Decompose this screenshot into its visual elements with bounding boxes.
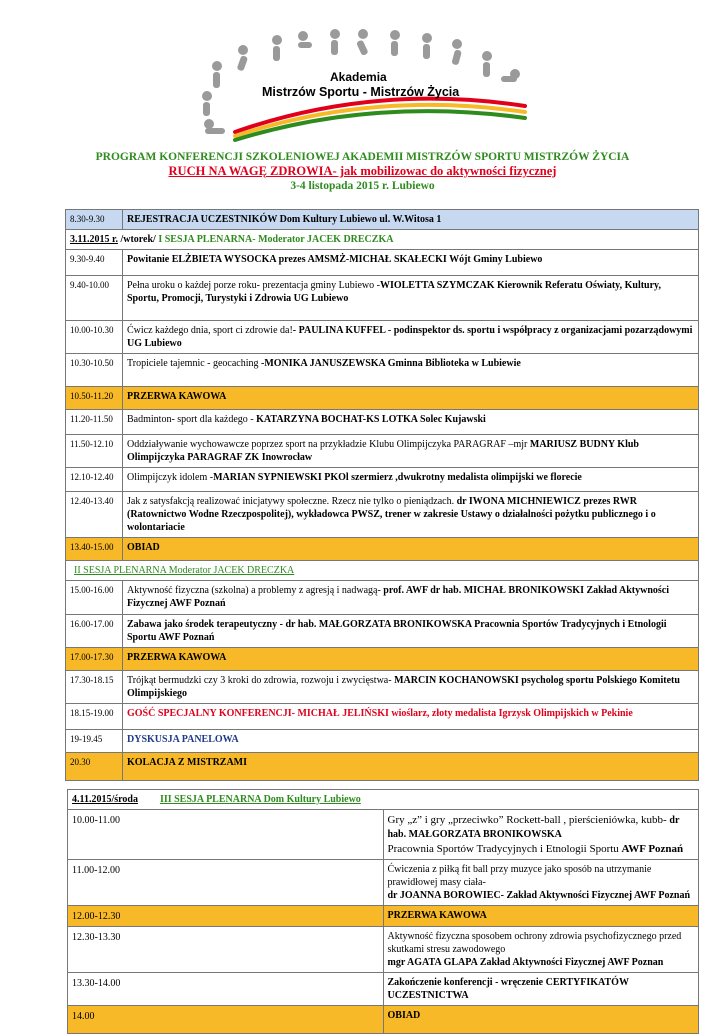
row-time: 12.40-13.40 (66, 492, 123, 538)
session-header-row (66, 561, 699, 581)
speaker: dr hab. MAŁGORZATA BRONIKOWSKA Pracownia Sportów Tradycyjnych i Etnologii Sportu AWF Poznań (127, 619, 667, 643)
row-content: REJESTRACJA UCZESTNIKÓW Dom Kultury Lubiewo ul. W.Witosa 1 (123, 210, 699, 230)
table-row (66, 410, 699, 435)
table-row (66, 671, 699, 704)
row-content: GOŚĆ SPECJALNY KONFERENCJI- MICHAŁ JELIŃSKI wioślarz, złoty medalista Igrzysk Olimpijskich w Pekinie (123, 704, 699, 730)
row-time: 13.40-15.00 (66, 538, 123, 561)
schedule-day2-table (67, 789, 699, 1034)
session-header-row (66, 230, 699, 250)
row-time: 16.00-17.00 (66, 615, 123, 648)
row-content: PRZERWA KAWOWA (383, 905, 699, 926)
row-time: 9.40-10.00 (66, 276, 123, 321)
row-content: PRZERWA KAWOWA (123, 648, 699, 671)
row-time: 15.00-16.00 (66, 581, 123, 615)
logo-text-line2: Mistrzów Sportu - Mistrzów Życia (262, 85, 460, 99)
speaker: WIOLETTA SZYMCZAK Kierownik Referatu Oświaty, Kultury, Sportu, Promocji, Turystyki i Zdrowia UG Lubiewo (127, 280, 662, 304)
row-time: 12.00-12.30 (68, 905, 384, 926)
talk-title: Jak z satysfakcją realizować inicjatywy społeczne. Rzecz nie tylko o pieniądzach. (127, 496, 457, 507)
speaker: prof. AWF dr hab. MICHAŁ BRONIKOWSKI Zakład Aktywności Fizycznej AWF Poznań (127, 585, 670, 609)
table-row (66, 704, 699, 730)
schedule-day1-table (65, 209, 699, 781)
table-row (66, 468, 699, 492)
row-time: 10.00-11.00 (68, 810, 384, 860)
table-row (68, 905, 699, 926)
row-time: 8.30-9.30 (66, 210, 123, 230)
table-row (66, 615, 699, 648)
talk-title: Aktywność fizyczna (szkolna) a problemy z agresją i nadwagą- (127, 585, 384, 596)
speaker: MARCIN KOCHANOWSKI psycholog sportu Polskiego Komitetu Olimpijskiego (127, 675, 680, 699)
row-time: 13.30-14.00 (68, 972, 384, 1005)
row-time: 18.15-19.00 (66, 704, 123, 730)
speaker: dr JOANNA BOROWIEC- Zakład Aktywności Fizycznej AWF Poznań (387, 889, 691, 901)
table-row (66, 250, 699, 276)
table-row (68, 1005, 699, 1033)
page-title: PROGRAM KONFERENCJI SZKOLENIOWEJ AKADEMII MISTRZÓW SPORTU MISTRZÓW ŻYCIA (95, 151, 630, 163)
speaker: KATARZYNA BOCHAT-KS LOTKA Solec Kujawski (256, 414, 486, 425)
speaker: dr IWONA MICHNIEWICZ prezes RWR (Ratownictwo Wodne Rzeczpospolitej), wykładowca PWSZ, trener w zakresie Ustawy o działalności pożytku publicznego i o wolontariacie (127, 496, 656, 533)
table-row (66, 648, 699, 671)
session-date: 3.11.2015 r. (70, 234, 118, 245)
row-content: DYSKUSJA PANELOWA (123, 730, 699, 753)
session-title: I SESJA PLENARNA- Moderator JACEK DRECZKA (158, 234, 394, 245)
row-content: KOLACJA Z MISTRZAMI (123, 753, 699, 781)
conference-dates: 3-4 listopada 2015 r. Lubiewo (290, 180, 435, 192)
talk-title: Zabawa jako środek terapeutyczny - (127, 619, 286, 630)
table-row (66, 581, 699, 615)
speaker: MARIUSZ BUDNY Klub Olimpijczyka PARAGRAF ZK Inowrocław (127, 439, 639, 463)
page-subtitle: RUCH NA WAGĘ ZDROWIA- jak mobilizowac do aktywności fizycznej (168, 164, 557, 178)
table-row (66, 538, 699, 561)
table-row (66, 753, 699, 781)
speaker: - PAULINA KUFFEL - podinspektor ds. sportu i współpracy z organizacjami pozarządowymi UG Lubiewo (127, 325, 693, 349)
table-row (66, 492, 699, 538)
session-date: 4.11.2015/środa (72, 794, 138, 805)
row-time: 11.50-12.10 (66, 435, 123, 468)
row-time: 17.00-17.30 (66, 648, 123, 671)
row-content: Powitanie ELŻBIETA WYSOCKA prezes AMSMŻ-MICHAŁ SKAŁECKI Wójt Gminy Lubiewo (123, 250, 699, 276)
talk-title: Ćwicz każdego dnia, sport ci zdrowie da! (127, 325, 293, 336)
row-content: Zakończenie konferencji - wręczenie CERTYFIKATÓW UCZESTNICTWA (383, 972, 699, 1005)
row-time: 10.50-11.20 (66, 387, 123, 410)
table-row (66, 387, 699, 410)
talk-title: Gry „z” i gry „przeciwko” Rockett-ball , pierścieniówka, kubb- (387, 814, 670, 826)
table-row (66, 321, 699, 354)
row-content: OBIAD (123, 538, 699, 561)
talk-title: Aktywność fizyczna sposobem ochrony zdrowia psychofizycznego przed skutkami stresu zawodowego (387, 930, 682, 955)
table-row (66, 276, 699, 321)
logo-text-line1: Akademia (330, 70, 387, 84)
row-time: 9.30-9.40 (66, 250, 123, 276)
row-time: 19-19.45 (66, 730, 123, 753)
speaker: dr hab. MAŁGORZATA BRONIKOWSKA (387, 815, 680, 841)
table-row (68, 810, 699, 860)
table-row (66, 210, 699, 230)
talk-title: Tropiciele tajemnic - geocaching (127, 358, 262, 369)
table-row (66, 435, 699, 468)
speaker: MARIAN SYPNIEWSKI PKOl szermierz ,dwukrotny medalista olimpijski we florecie (213, 472, 582, 483)
table-row (66, 730, 699, 753)
talk-title: Pełna uroku o każdej porze roku- prezentacja gminy Lubiewo - (127, 280, 380, 291)
talk-title: Badminton- sport dla każdego - (127, 414, 257, 425)
row-time: 20.30 (66, 753, 123, 781)
talk-title: Ćwiczenia z piłką fit ball przy muzyce jako sposób na utrzymanie prawidłowej masy ciała- (387, 863, 652, 888)
speaker: -MONIKA JANUSZEWSKA Gminna Biblioteka w Lubiewie (261, 358, 521, 369)
row-time: 10.00-10.30 (66, 321, 123, 354)
row-time: 12.30-13.30 (68, 926, 384, 972)
talk-title: Trójkąt bermudzki czy 3 kroki do zdrowia, rozwoju i zwycięstwa- (127, 675, 395, 686)
session-header-row (68, 790, 699, 810)
row-time: 12.10-12.40 (66, 468, 123, 492)
session-day: /wtorek/ (117, 234, 159, 245)
table-row (66, 354, 699, 387)
row-time: 14.00 (68, 1005, 384, 1033)
talk-title: Oddziaływanie wychowawcze poprzez sport na przykładzie Klubu Olimpijczyka PARAGRAF –mjr (127, 439, 530, 450)
speaker-affiliation-org: AWF Poznań (621, 842, 684, 855)
row-time: 10.30-10.50 (66, 354, 123, 387)
table-row (68, 926, 699, 972)
table-row (68, 859, 699, 905)
speaker: mgr AGATA GLAPA Zakład Aktywności Fizycznej AWF Poznan (387, 956, 664, 968)
row-time: 17.30-18.15 (66, 671, 123, 704)
session-title: III SESJA PLENARNA Dom Kultury Lubiewo (159, 794, 361, 805)
session-title: II SESJA PLENARNA Moderator JACEK DRECZKA (66, 561, 699, 581)
row-time: 11.20-11.50 (66, 410, 123, 435)
speaker-affiliation: Pracownia Sportów Tradycyjnych i Etnologii Sportu (387, 842, 622, 855)
row-content: PRZERWA KAWOWA (123, 387, 699, 410)
talk-title: Olimpijczyk idolem - (127, 472, 214, 483)
row-content: OBIAD (383, 1005, 699, 1033)
table-row (68, 972, 699, 1005)
row-time: 11.00-12.00 (68, 859, 384, 905)
